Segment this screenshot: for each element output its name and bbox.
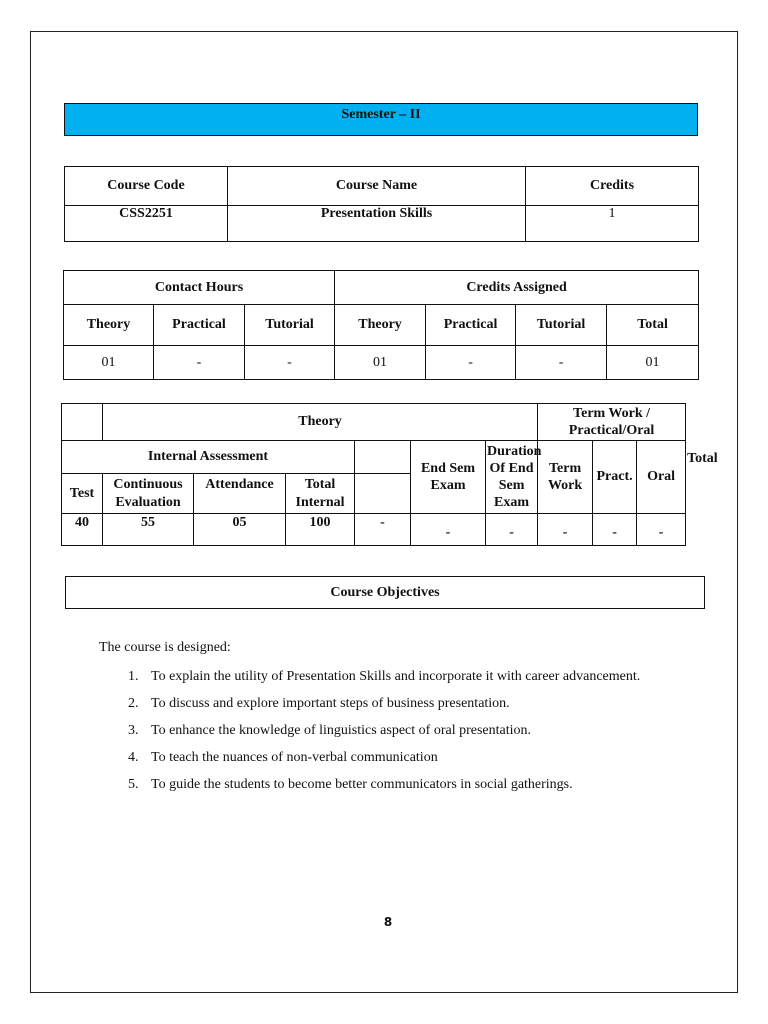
table-cell: - — [154, 346, 245, 380]
header-contact-hours: Contact Hours — [64, 271, 335, 305]
header-credits: Credits — [526, 167, 699, 206]
course-table — [64, 166, 699, 242]
table-cell: 100 — [286, 514, 355, 546]
header-oral: Oral — [637, 441, 686, 514]
header-theory: Theory — [64, 305, 154, 346]
list-item-text: To teach the nuances of non-verbal communication — [151, 750, 438, 765]
page-number: 8 — [383, 915, 393, 929]
table-header-row — [65, 167, 699, 206]
header-course-code: Course Code — [65, 167, 228, 206]
examination-scheme-table — [61, 403, 718, 546]
objectives-heading: Course Objectives — [330, 584, 440, 600]
header-end-sem-exam: End Sem Exam — [411, 441, 486, 514]
header-internal-assessment: Internal Assessment — [62, 441, 355, 474]
course-code-value: CSS2251 — [65, 206, 228, 242]
table-cell: - — [355, 514, 411, 546]
list-item — [128, 668, 640, 695]
course-name-value: Presentation Skills — [228, 206, 526, 242]
table-cell: 55 — [103, 514, 194, 546]
table-header-row — [64, 271, 699, 305]
table-row — [62, 514, 686, 546]
table-cell: - — [426, 346, 516, 380]
header-continuous-evaluation: Continuous Evaluation — [103, 474, 194, 514]
header-attendance: Attendance — [194, 474, 286, 514]
table-cell: - — [538, 514, 593, 546]
table-cell: 01 — [335, 346, 426, 380]
header-theory: Theory — [103, 404, 538, 441]
table-cell: 40 — [62, 514, 103, 546]
list-item-number: 2. — [128, 696, 139, 711]
table-cell: 01 — [64, 346, 154, 380]
table-cell: - — [245, 346, 335, 380]
table-subheader-row — [62, 441, 686, 474]
list-item-text: To enhance the knowledge of linguistics aspect of oral presentation. — [151, 723, 532, 738]
list-item-number: 4. — [128, 750, 139, 765]
credits-value: 1 — [526, 206, 699, 242]
list-item-number: 3. — [128, 723, 139, 738]
objectives-header — [65, 576, 705, 609]
table-header-row: Theory Term Work / Practical/Oral Total — [62, 404, 686, 441]
header-tutorial: Tutorial — [245, 305, 335, 346]
table-cell: - — [516, 346, 607, 380]
header-pract: Pract. — [593, 441, 637, 514]
table-cell: - — [411, 514, 486, 546]
table-cell: 01 — [607, 346, 699, 380]
header-credits-assigned: Credits Assigned — [335, 271, 699, 305]
list-item — [128, 695, 640, 722]
semester-banner — [64, 103, 698, 136]
header-total-internal: Total Internal — [286, 474, 355, 514]
table-cell: - — [593, 514, 637, 546]
header-test: Test — [62, 474, 103, 514]
header-total: Total — [607, 305, 699, 346]
list-item — [128, 722, 640, 749]
semester-title: Semester – II — [341, 107, 421, 122]
header-term-work-col: Term Work — [538, 441, 593, 514]
list-item-text: To explain the utility of Presentation Skills and incorporate it with career advancement. — [151, 669, 641, 684]
list-item-number: 1. — [128, 669, 139, 684]
table-row — [65, 206, 699, 242]
list-item-number: 5. — [128, 777, 139, 792]
objectives-intro: The course is designed: — [99, 640, 231, 655]
table-subheader-row — [64, 305, 699, 346]
header-practical: Practical — [426, 305, 516, 346]
header-tutorial: Tutorial — [516, 305, 607, 346]
objectives-list — [128, 668, 640, 803]
hours-credits-table — [63, 270, 699, 380]
table-cell: 05 — [194, 514, 286, 546]
table-cell: - — [486, 514, 538, 546]
list-item-text: To discuss and explore important steps of business presentation. — [151, 696, 510, 711]
empty-header-cell — [355, 441, 411, 474]
header-term-work: Term Work / Practical/Oral — [538, 404, 686, 441]
empty-header-cell — [62, 404, 103, 441]
list-item-text: To guide the students to become better communicators in social gatherings. — [151, 777, 573, 792]
list-item — [128, 776, 640, 803]
table-cell: - — [637, 514, 686, 546]
header-course-name: Course Name — [228, 167, 526, 206]
header-duration: Duration Of End Sem Exam — [486, 441, 538, 514]
list-item — [128, 749, 640, 776]
table-row — [64, 346, 699, 380]
header-theory: Theory — [335, 305, 426, 346]
header-practical: Practical — [154, 305, 245, 346]
